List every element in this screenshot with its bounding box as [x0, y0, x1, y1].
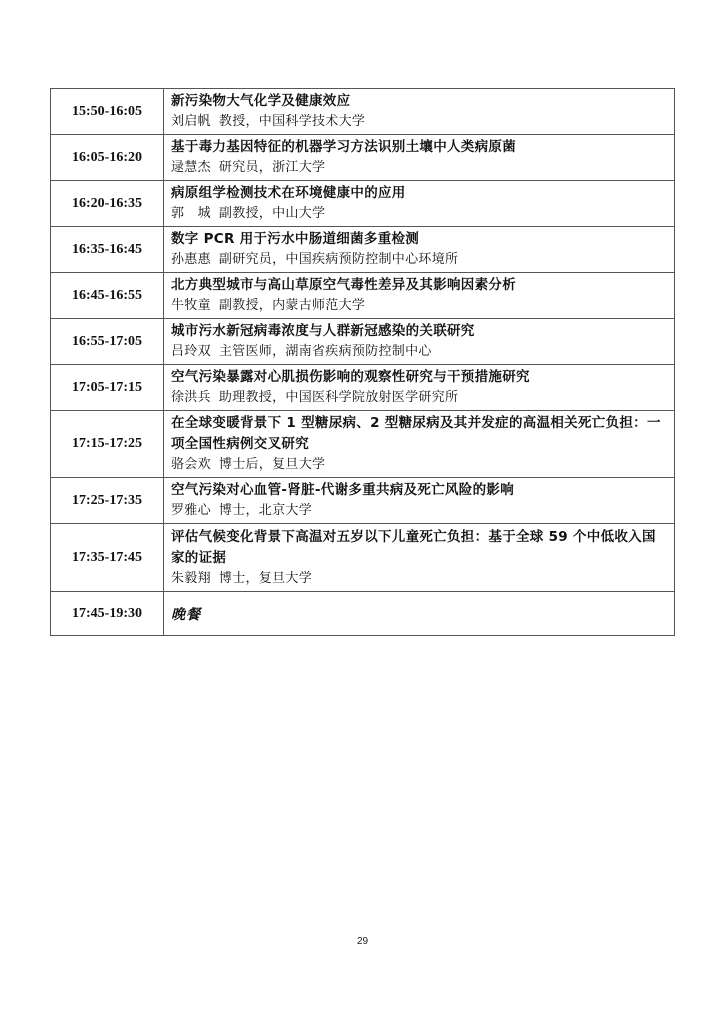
- time-cell: 17:25-17:35: [51, 478, 164, 524]
- speaker-name: 孙惠惠: [171, 252, 211, 267]
- speaker-name: 罗雅心: [171, 503, 211, 518]
- talk-title: 评估气候变化背景下高温对五岁以下儿童死亡负担：基于全球 59 个中低收入国家的证据: [171, 528, 656, 566]
- speaker-role: 副教授，中山大学: [218, 206, 326, 221]
- talk-title: 新污染物大气化学及健康效应: [171, 93, 351, 109]
- speaker-role: 副研究员，中国疾病预防控制中心环境所: [218, 252, 459, 267]
- speaker-role: 教授，中国科学技术大学: [218, 114, 366, 129]
- speaker-name: 徐洪兵: [171, 390, 211, 405]
- session-cell: [164, 592, 675, 636]
- time-cell: 15:50-16:05: [51, 89, 164, 135]
- session-cell: [164, 227, 675, 273]
- speaker-role: 副教授，内蒙古师范大学: [218, 298, 366, 313]
- session-cell: [164, 524, 675, 592]
- table-row: [51, 319, 675, 365]
- session-cell: [164, 181, 675, 227]
- speaker-line: [171, 388, 668, 408]
- talk-title: 病原组学检测技术在环境健康中的应用: [171, 185, 406, 201]
- time-cell: 17:15-17:25: [51, 411, 164, 478]
- session-cell: [164, 411, 675, 478]
- speaker-line: [171, 501, 668, 521]
- session-cell: [164, 365, 675, 411]
- speaker-line: [171, 342, 668, 362]
- time-cell: 17:05-17:15: [51, 365, 164, 411]
- schedule-body: [51, 89, 675, 636]
- table-row: [51, 478, 675, 524]
- speaker-line: [171, 250, 668, 270]
- table-row-dinner: [51, 592, 675, 636]
- time-cell: 16:55-17:05: [51, 319, 164, 365]
- speaker-role: 博士，复旦大学: [218, 570, 313, 586]
- speaker-role: 研究员，浙江大学: [218, 160, 326, 175]
- time-cell: 16:45-16:55: [51, 273, 164, 319]
- speaker-role: 助理教授，中国医科学院放射医学研究所: [218, 390, 459, 405]
- talk-title: 在全球变暖背景下 1 型糖尿病、2 型糖尿病及其并发症的高温相关死亡负担：一项全国性病例交叉研究: [171, 415, 661, 452]
- talk-title: 城市污水新冠病毒浓度与人群新冠感染的关联研究: [171, 323, 475, 339]
- speaker-name: 刘启帆: [171, 114, 211, 129]
- talk-title: 空气污染对心血管-肾脏-代谢多重共病及死亡风险的影响: [171, 482, 515, 498]
- speaker-line: [171, 296, 668, 316]
- speaker-name: 朱毅翔: [171, 570, 211, 586]
- talk-title: 北方典型城市与高山草原空气毒性差异及其影响因素分析: [171, 277, 516, 293]
- table-row: [51, 273, 675, 319]
- session-cell: [164, 319, 675, 365]
- time-cell: 17:35-17:45: [51, 524, 164, 592]
- table-row: [51, 524, 675, 592]
- session-cell: [164, 478, 675, 524]
- table-row: [51, 89, 675, 135]
- speaker-line: [171, 158, 668, 178]
- speaker-name: 逯慧杰: [171, 160, 211, 175]
- speaker-line: [171, 204, 668, 224]
- talk-title: 空气污染暴露对心肌损伤影响的观察性研究与干预措施研究: [171, 369, 530, 385]
- speaker-name: 吕玲双: [171, 344, 211, 359]
- speaker-name: 牛牧童: [171, 298, 211, 313]
- speaker-role: 主管医师，湖南省疾病预防控制中心: [218, 344, 432, 359]
- time-cell: 16:05-16:20: [51, 135, 164, 181]
- table-row: [51, 135, 675, 181]
- table-row: [51, 411, 675, 478]
- time-cell: 16:20-16:35: [51, 181, 164, 227]
- dinner-label: 晚餐: [171, 606, 201, 623]
- table-row: [51, 365, 675, 411]
- schedule-sheet: [50, 88, 675, 636]
- speaker-role: 博士后，复旦大学: [218, 457, 326, 472]
- session-cell: [164, 135, 675, 181]
- speaker-line: [171, 455, 668, 475]
- session-cell: [164, 89, 675, 135]
- speaker-line: [171, 112, 668, 132]
- table-row: [51, 227, 675, 273]
- time-cell: 17:45-19:30: [51, 592, 164, 636]
- speaker-name: 骆会欢: [171, 457, 211, 472]
- talk-title: 基于毒力基因特征的机器学习方法识别土壤中人类病原菌: [171, 139, 516, 155]
- table-row: [51, 181, 675, 227]
- speaker-name: 郭 城: [171, 206, 211, 221]
- session-cell: [164, 273, 675, 319]
- time-cell: 16:35-16:45: [51, 227, 164, 273]
- talk-title: 数字 PCR 用于污水中肠道细菌多重检测: [171, 231, 420, 247]
- schedule-table: [50, 88, 675, 636]
- speaker-role: 博士，北京大学: [218, 503, 313, 518]
- page-number: 29: [356, 936, 369, 947]
- speaker-line: [171, 569, 668, 589]
